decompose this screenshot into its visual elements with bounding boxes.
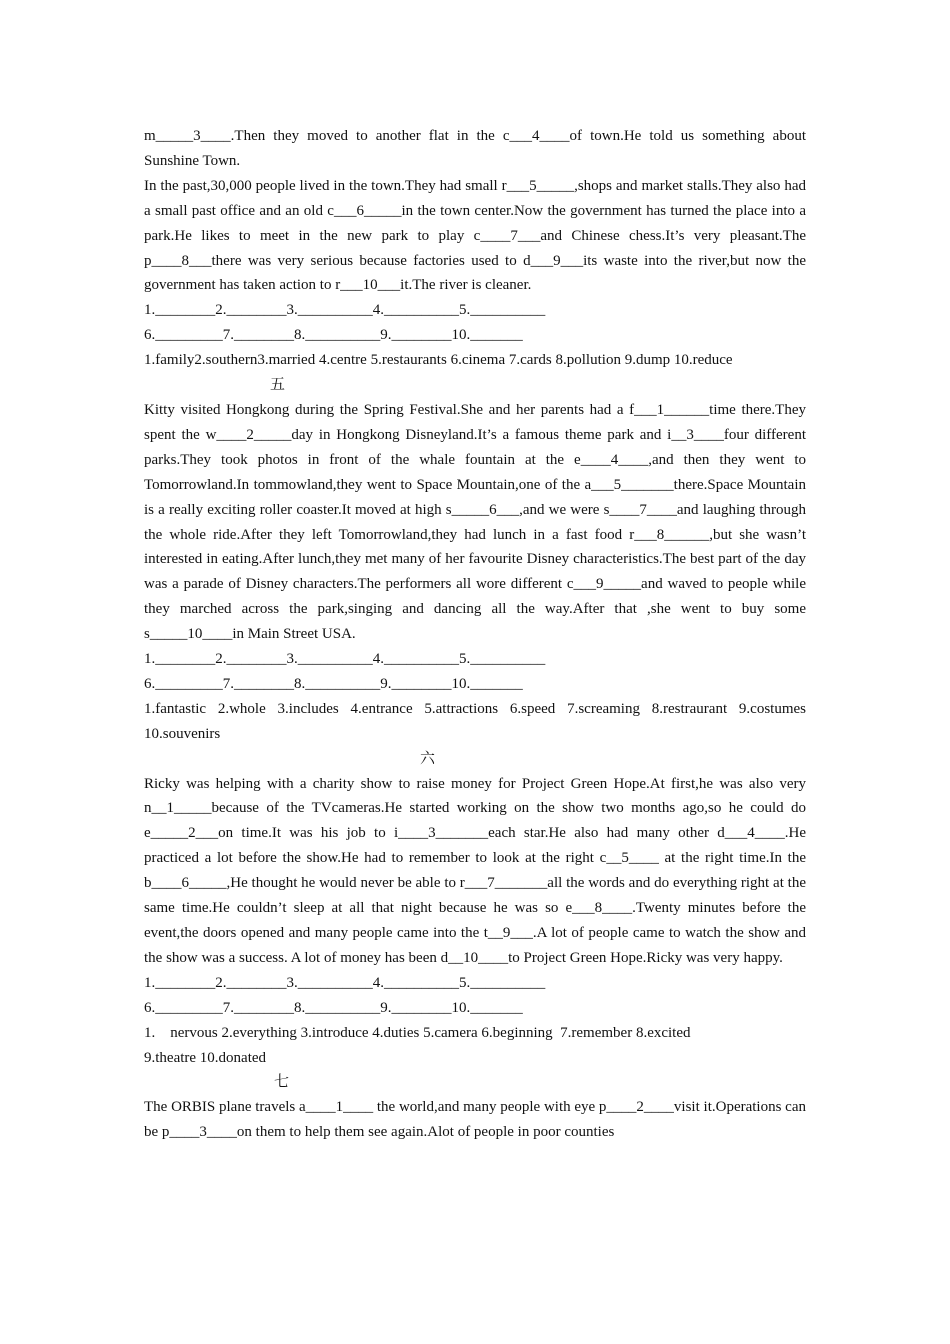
section4-blanks-line-1: 1.________2.________3.__________4.__________5.__________ (144, 302, 546, 319)
section4-answers: 1.family2.southern3.married 4.centre 5.restaurants 6.cinema 7.cards 8.pollution 9.dump 10.reduce (144, 352, 733, 369)
section7-heading: 七 (274, 1074, 290, 1091)
section6-blanks-line-1: 1.________2.________3.__________4.__________5.__________ (144, 974, 546, 991)
section7-passage: The ORBIS plane travels a____1____ the world,and many people with eye p____2____visit it.Operations can be p____3____on them to help them see again.Alot of people in poor counties (144, 1099, 806, 1141)
section5-passage: Kitty visited Hongkong during the Spring Festival.She and her parents had a f___1______time there.They spent the w____2_____day in Hongkong Disneyland.It’s a famous theme park and i__3____four different parks.They took photos in front of the whale fountain at the e____4____,and then they went to Tomorrowland.In tommowland,they went to Space Mountain,one of the a___5_______there.Space Mountain is a really exciting roller coaster.It moved at high s_____6___,and we were s____7____and laughing through the whole ride.After they left Tomorrowland,they had lunch in a fast food r___8______,but she wasn’t interested in eating.After lunch,they met many of her favourite Disney characteristics.The best part of the day was a parade of Disney characters.The performers all wore different c___9_____and waved to people while they marched across the park,singing and dancing all the way.After that ,she went to buy some s_____10____in Main Street USA. (144, 401, 806, 643)
section5-heading: 五 (270, 377, 286, 394)
section4-passage-2: In the past,30,000 people lived in the town.They had small r___5_____,shops and market stalls.They also had a small past office and an old c___6_____in the town center.Now the government has turned the place into a park.He likes to meet in the new park to play c____7___and Chinese chess.It’s very pleasant.The p____8___there was very serious because factories used to d___9___its waste into the river,but now the government has taken action to r___10___it.The river is cleaner. (144, 177, 806, 294)
section6-passage: Ricky was helping with a charity show to raise money for Project Green Hope.At first,he was also very n__1_____because of the TVcameras.He started working on the show two months ago,so he could do e_____2___on time.It was his job to i____3_______each star.He also had many other d___4____.He practiced a lot before the show.He had to remember to look at the right c__5____ at the right time.In the b____6_____,He thought he would never be able to r___7_______all the words and do everything right at the same time.He couldn’t sleep at all that night because he was so e___8____.Twenty minutes before the event,the doors opened and many people came into the t__9___.A lot of people came to watch the show and the show was a success. A lot of money has been d__10____to Project Green Hope.Ricky was very happy. (144, 775, 806, 966)
section5-blanks-line-2: 6._________7.________8.__________9.________10._______ (144, 675, 523, 692)
section5-blanks-line-1: 1.________2.________3.__________4.__________5.__________ (144, 651, 546, 668)
section6-answers-line-2: 9.theatre 10.donated (144, 1049, 267, 1066)
section6-heading: 六 (420, 750, 436, 767)
section5-answers: 1.fantastic 2.whole 3.includes 4.entrance 5.attractions 6.speed 7.screaming 8.restraurant 9.costumes 10.souvenirs (144, 700, 806, 742)
section4-blanks-line-2: 6._________7.________8.__________9.________10._______ (144, 327, 523, 344)
section6-blanks-line-2: 6._________7.________8.__________9.________10._______ (144, 999, 523, 1016)
section4-passage: m_____3____.Then they moved to another flat in the c___4____of town.He told us something about Sunshine Town. (144, 128, 806, 169)
document-page (144, 124, 806, 1145)
section6-answers-line-1: 1. nervous 2.everything 3.introduce 4.duties 5.camera 6.beginning 7.remember 8.excited (144, 1024, 691, 1041)
